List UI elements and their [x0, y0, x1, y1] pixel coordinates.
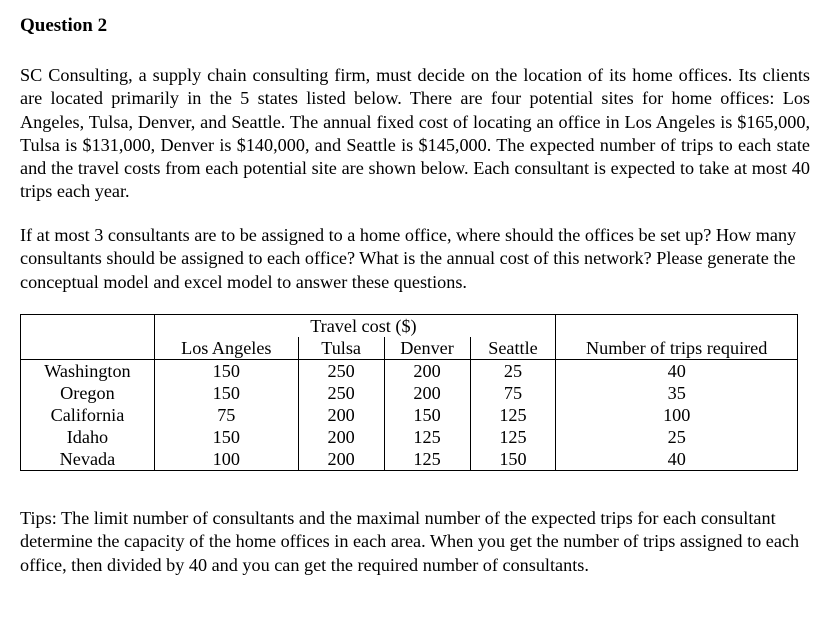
row-state: Oregon [21, 382, 155, 404]
col-header-tulsa: Tulsa [298, 337, 384, 360]
cell-seattle: 150 [470, 448, 556, 471]
row-state: Washington [21, 360, 155, 383]
cell-seattle: 125 [470, 426, 556, 448]
cell-los-angeles: 100 [154, 448, 298, 471]
cell-los-angeles: 75 [154, 404, 298, 426]
cell-trips: 35 [556, 382, 798, 404]
col-header-denver: Denver [384, 337, 470, 360]
cell-denver: 150 [384, 404, 470, 426]
cell-seattle: 75 [470, 382, 556, 404]
cell-los-angeles: 150 [154, 382, 298, 404]
cell-los-angeles: 150 [154, 360, 298, 383]
table-group-header-row [21, 315, 798, 338]
cell-trips: 100 [556, 404, 798, 426]
tips-paragraph: Tips: The limit number of consultants and the maximal number of the expected trips for each consultant determine the capacity of the home offices in each area. When you get the number of trips assigned to each office, then divided by 40 and you can get the required number of consultants. [20, 508, 800, 575]
table-row [21, 448, 798, 471]
cell-trips: 40 [556, 360, 798, 383]
cell-seattle: 25 [470, 360, 556, 383]
table-column-header-row [21, 337, 798, 360]
cell-los-angeles: 150 [154, 426, 298, 448]
cell-tulsa: 250 [298, 382, 384, 404]
cell-denver: 125 [384, 426, 470, 448]
cell-seattle: 125 [470, 404, 556, 426]
cell-trips: 25 [556, 426, 798, 448]
col-header-seattle: Seattle [470, 337, 556, 360]
table-row [21, 382, 798, 404]
cell-tulsa: 200 [298, 448, 384, 471]
table-row [21, 426, 798, 448]
problem-questions: If at most 3 consultants are to be assigned to a home office, where should the offices be set up? How many consultants should be assigned to each office? What is the annual cost of this network? Please generate the conceptual model and excel model to answer these questions. [20, 225, 797, 292]
table-row [21, 404, 798, 426]
question-heading: Question 2 [20, 15, 108, 36]
row-state: California [21, 404, 155, 426]
row-state: Idaho [21, 426, 155, 448]
problem-description: SC Consulting, a supply chain consulting firm, must decide on the location of its home offices. Its clients are located primarily in the 5 states listed below. There are four potential sites for home offices: Los Angeles, Tulsa, Denver, and Seattle. The annual fixed cost of locating an office in Los Angeles is $165,000, Tulsa is $131,000, Denver is $140,000, and Seattle is $145,000. The expected number of trips to each state and the travel costs from each potential site are shown below. Each consultant is expected to take at most 40 trips each year. [20, 65, 810, 202]
cell-denver: 125 [384, 448, 470, 471]
cell-denver: 200 [384, 360, 470, 383]
cell-trips: 40 [556, 448, 798, 471]
row-state: Nevada [21, 448, 155, 471]
table-row [21, 360, 798, 383]
col-header-trips: Number of trips required [556, 337, 798, 360]
cell-tulsa: 200 [298, 426, 384, 448]
state-header-cell [21, 337, 155, 360]
travel-cost-header: Travel cost ($) [298, 315, 556, 338]
trips-header-spacer [556, 315, 798, 338]
cell-tulsa: 250 [298, 360, 384, 383]
cell-denver: 200 [384, 382, 470, 404]
corner-cell [21, 315, 155, 338]
col-header-los-angeles: Los Angeles [154, 337, 298, 360]
cell-tulsa: 200 [298, 404, 384, 426]
travel-cost-table [20, 314, 798, 471]
